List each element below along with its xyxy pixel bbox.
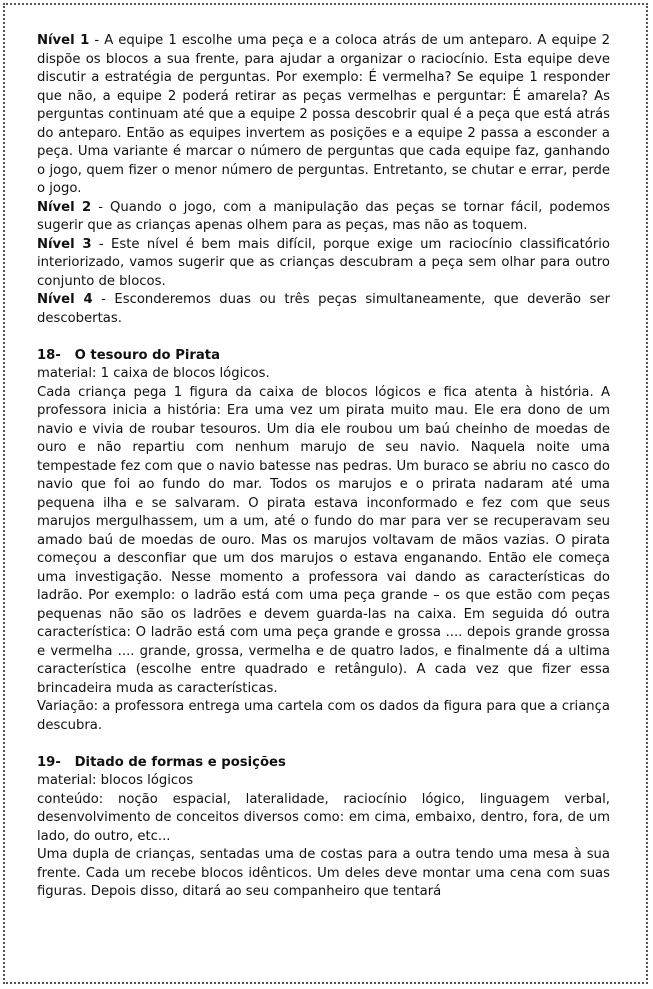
section-18-title: 18- O tesouro do Pirata bbox=[37, 347, 220, 363]
section-19-material: material: blocos lógicos bbox=[37, 773, 194, 788]
level-text: - Esconderemos duas ou três peças simultaneamente, que deverão ser descobertas. bbox=[37, 292, 610, 326]
level-text: - Este nível é bem mais difícil, porque exige um raciocínio classificatório interiorizado, vamos sugerir que as crianças descubram a peça sem olhar para outro conjunto de blocos. bbox=[37, 236, 610, 289]
level-label: Nível 2 bbox=[37, 199, 92, 215]
section-18-material: material: 1 caixa de blocos lógicos. bbox=[37, 366, 270, 381]
section-19-content: conteúdo: noção espacial, lateralidade, raciocínio lógico, linguagem verbal, desenvolvimento de conceitos diversos como: em cima, embaixo, dentro, fora, de um lado, do outro, etc... bbox=[37, 791, 610, 844]
level-label: Nível 4 bbox=[37, 292, 93, 307]
level-text: - A equipe 1 escolhe uma peça e a coloca atrás de um anteparo. A equipe 2 dispõe os blocos a sua frente, para ajudar a organizar o raciocínio. Esta equipe deve discutir a estratégia de perguntas. Por exemplo: É vermelha? Se equipe 1 responder que não, a equipe 2 poderá retirar as peças vermelhas e perguntar: É amarela? As perguntas continuam até que a equipe 2 possa descobrir qual é a peça que está atrás do anteparo. Então as equipes invertem as posições e a equipe 2 passa a esconder a peça. Uma variante é marcar o número de perguntas que cada equipe faz, ganhando o jogo, quem fizer o menor número de perguntas. Entretanto, se chutar e errar, perde o jogo. bbox=[37, 33, 611, 196]
level-4-paragraph bbox=[37, 291, 610, 328]
document-page bbox=[37, 32, 610, 902]
section-19-title: 19- Ditado de formas e posições bbox=[37, 754, 286, 770]
level-label: Nível 3 bbox=[37, 236, 92, 252]
level-1-paragraph bbox=[37, 32, 610, 199]
section-18-variation: Variação: a professora entrega uma cartela com os dados da figura para que a criança descubra. bbox=[37, 699, 610, 733]
level-text: - Quando o jogo, com a manipulação das peças se tornar fácil, podemos sugerir que as crianças apenas olhem para as peças, mas não as toquem. bbox=[37, 199, 611, 233]
section-18-story: Cada criança pega 1 figura da caixa de blocos lógicos e fica atenta à história. A professora inicia a história: Era uma vez um pirata muito mau. Ele era dono de um navio e vivia de roubar tesouros. Um dia ele roubou um baú cheinho de moedas de ouro e não repartiu com nenhum marujo de seu navio. Naquela noite uma tempestade fez com que o navio batesse nas pedras. Um buraco se abriu no casco do navio que foi ao fundo do mar. Todos os marujos e o prirata nadaram até uma pequena ilha e se salvaram. O pirata estava inconformado e fez com que seus marujos mergulhassem, um a um, até o fundo do mar para ver se recuperavam seu amado baú de moedas de ouro. Mas os marujos voltavam de mãos vazias. O pirata começou a desconfiar que um dos marujos o estava enganando. Então ele começa uma investigação. Nesse momento a professora vai dando as características do ladrão. Por exemplo: o ladrão está com uma peça grande – os que estão com peças pequenas não são os ladrões e devem guarda-las na caixa. Em seguida dó outra característica: O ladrão está com uma peça grande e grossa .... depois grande grossa e vermelha .... grande, grossa, vermelha e de quatro lados, e finalmente dá a ultima característica (escolhe entre quadrado e retângulo). A cada vez que fizer essa brincadeira muda as características. bbox=[37, 384, 610, 696]
section-19-body: Uma dupla de crianças, sentadas uma de costas para a outra tendo uma mesa à sua frente. Cada um recebe blocos idênticos. Um deles deve montar uma cena com suas figuras. Depois disso, ditará ao seu companheiro que tentará bbox=[37, 847, 610, 899]
level-3-paragraph bbox=[37, 236, 610, 292]
level-label: Nível 1 bbox=[37, 33, 90, 48]
level-2-paragraph bbox=[37, 199, 610, 236]
